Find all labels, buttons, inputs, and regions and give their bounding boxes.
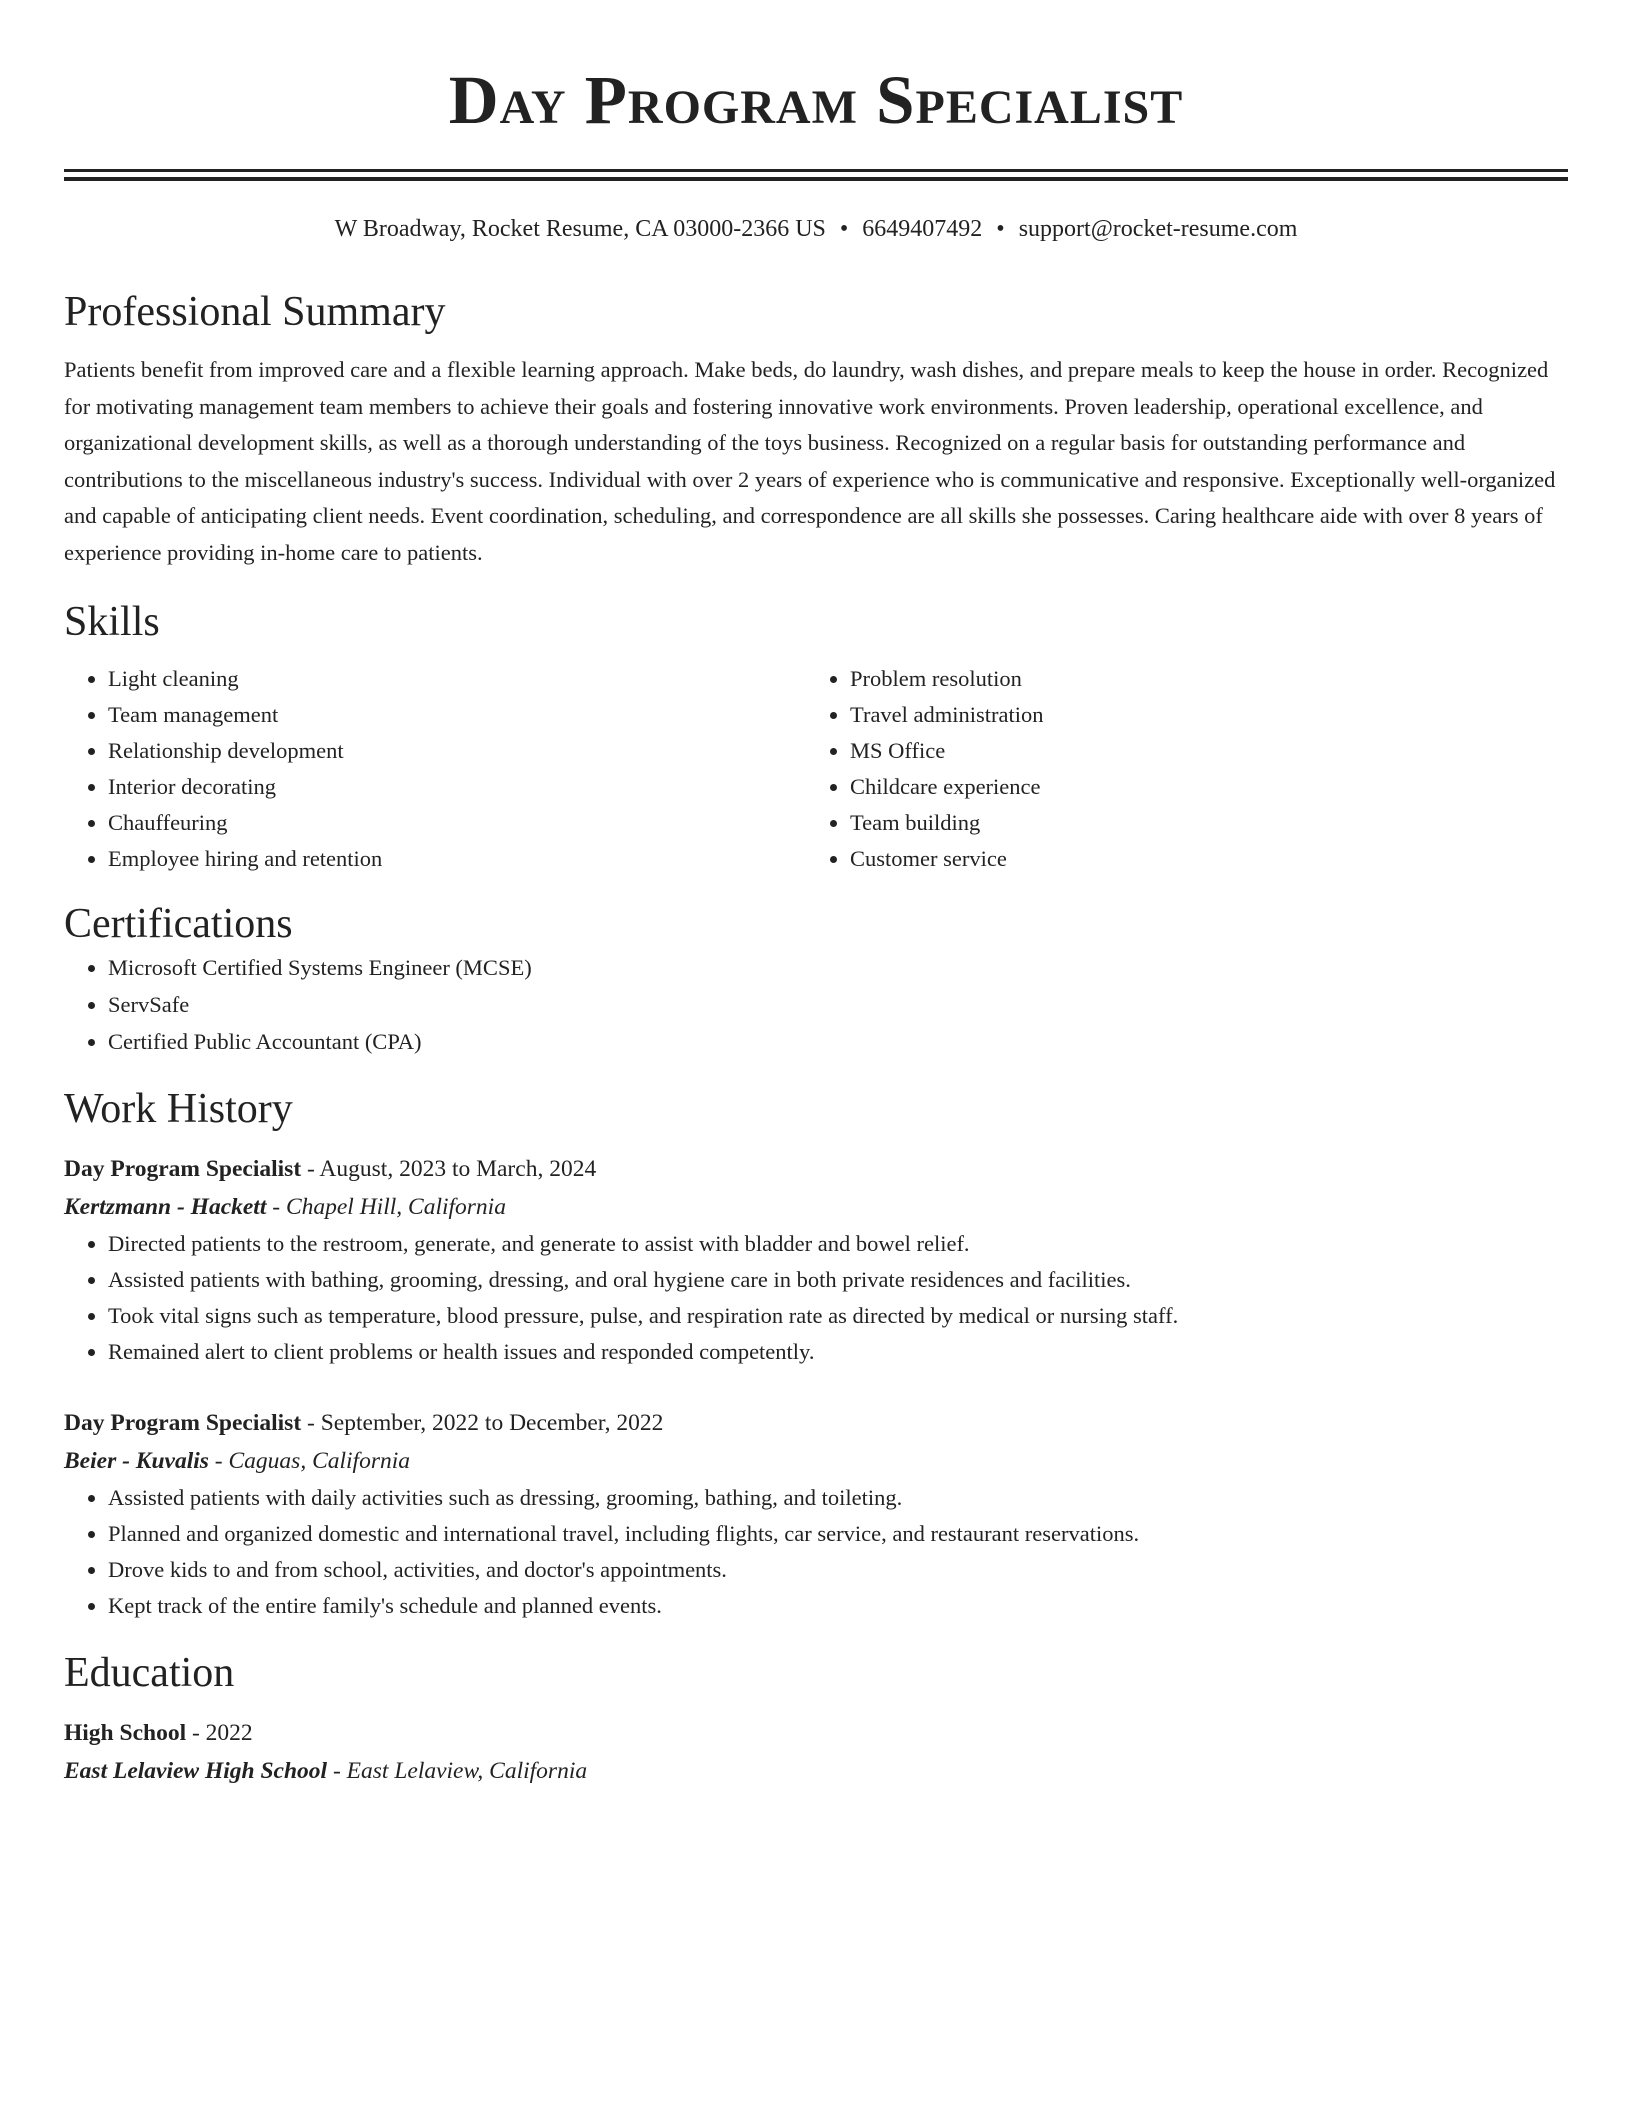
skills-list-left: [64, 661, 806, 877]
job-dates: - September, 2022 to December, 2022: [301, 1410, 664, 1436]
skill-item: • Travel administration: [850, 697, 1548, 733]
skill-item: • Team management: [108, 697, 806, 733]
certification-item: • ServSafe: [108, 986, 1568, 1023]
certification-item: • Certified Public Accountant (CPA): [108, 1023, 1568, 1060]
work-history-heading: Work History: [64, 1086, 293, 1132]
skill-item: • Customer service: [850, 841, 1548, 877]
page-title: Day Program Specialist: [448, 62, 1184, 138]
job-company-line: [64, 1188, 1568, 1226]
job-company: Kertzmann - Hackett: [64, 1194, 267, 1220]
job-duty: • Drove kids to and from school, activities, and doctor's appointments.: [108, 1552, 1568, 1588]
skills-column-left: [64, 661, 806, 877]
job-company: Beier - Kuvalis: [64, 1448, 209, 1474]
summary-heading: Professional Summary: [64, 289, 446, 335]
education-degree-line: [64, 1714, 1568, 1752]
certifications-heading: Certifications: [64, 901, 293, 947]
education-year: - 2022: [186, 1720, 253, 1746]
job-title-line: [64, 1150, 1568, 1188]
education-degree: High School: [64, 1720, 187, 1746]
skill-item: • Team building: [850, 805, 1548, 841]
job-duty: • Directed patients to the restroom, generate, and generate to assist with bladder and bowel relief.: [108, 1226, 1568, 1262]
skill-item: • Interior decorating: [108, 769, 806, 805]
job-duty: • Planned and organized domestic and international travel, including flights, car service, and restaurant reservations.: [108, 1516, 1568, 1552]
contact-separator: •: [839, 216, 849, 242]
skills-heading: Skills: [64, 599, 160, 645]
skill-item: • Childcare experience: [850, 769, 1548, 805]
education-school-line: [64, 1752, 1568, 1790]
skill-item: • MS Office: [850, 733, 1548, 769]
job-title-line: [64, 1404, 1568, 1442]
job-entry: [64, 1404, 1568, 1624]
job-duty: • Assisted patients with daily activities such as dressing, grooming, bathing, and toileting.: [108, 1480, 1568, 1516]
job-duty: • Remained alert to client problems or health issues and responded competently.: [108, 1334, 1568, 1370]
job-duties-list: [64, 1480, 1568, 1624]
certification-item: • Microsoft Certified Systems Engineer (MCSE): [108, 949, 1568, 986]
header-divider-bottom: [64, 177, 1568, 181]
contact-line: [64, 214, 1568, 244]
contact-separator: •: [996, 216, 1005, 242]
certifications-list: [64, 949, 1568, 1060]
skills-grid: [64, 661, 1568, 877]
skill-item: • Employee hiring and retention: [108, 841, 806, 877]
education-heading: Education: [64, 1650, 235, 1696]
job-duties-list: [64, 1226, 1568, 1370]
job-duty: • Took vital signs such as temperature, blood pressure, pulse, and respiration rate as directed by medical or nursing staff.: [108, 1298, 1568, 1334]
header-divider-top: [64, 169, 1568, 172]
job-dates: - August, 2023 to March, 2024: [301, 1156, 597, 1182]
job-duty: • Assisted patients with bathing, grooming, dressing, and oral hygiene care in both private residences and facilities.: [108, 1262, 1568, 1298]
education-school: East Lelaview High School: [64, 1758, 328, 1784]
job-entry: [64, 1150, 1568, 1370]
skills-list-right: [806, 661, 1548, 877]
job-company-line: [64, 1442, 1568, 1480]
skills-column-right: [806, 661, 1548, 877]
skill-item: • Light cleaning: [108, 661, 806, 697]
job-location: - Chapel Hill, California: [266, 1194, 506, 1220]
skill-item: • Relationship development: [108, 733, 806, 769]
job-title: Day Program Specialist: [64, 1156, 302, 1182]
job-title: Day Program Specialist: [64, 1410, 302, 1436]
summary-text: Patients benefit from improved care and a flexible learning approach. Make beds, do laundry, wash dishes, and prepare meals to keep the house in order. Recognized for motivating management team members to achieve their goals and fostering innovative work environments. Proven leadership, operational excellence, and organizational development skills, as well as a thorough understanding of the toys business. Recognized on a regular basis for outstanding performance and contributions to the miscellaneous industry's success. Individual with over 2 years of experience who is communicative and responsive. Exceptionally well-organized and capable of anticipating client needs. Event coordination, scheduling, and correspondence are all skills she possesses. Caring healthcare aide with over 8 years of experience providing in-home care to patients.: [64, 357, 1556, 565]
skill-item: • Problem resolution: [850, 661, 1548, 697]
job-location: - Caguas, California: [208, 1448, 411, 1474]
education-entry: [64, 1714, 1568, 1790]
skill-item: • Chauffeuring: [108, 805, 806, 841]
job-duty: • Kept track of the entire family's schedule and planned events.: [108, 1588, 1568, 1624]
education-location: - East Lelaview, California: [327, 1758, 588, 1784]
contact-address: W Broadway, Rocket Resume, CA 03000-2366 US: [334, 216, 826, 242]
contact-phone: 6649407492: [862, 216, 983, 242]
contact-email: support@rocket-resume.com: [1018, 216, 1298, 242]
